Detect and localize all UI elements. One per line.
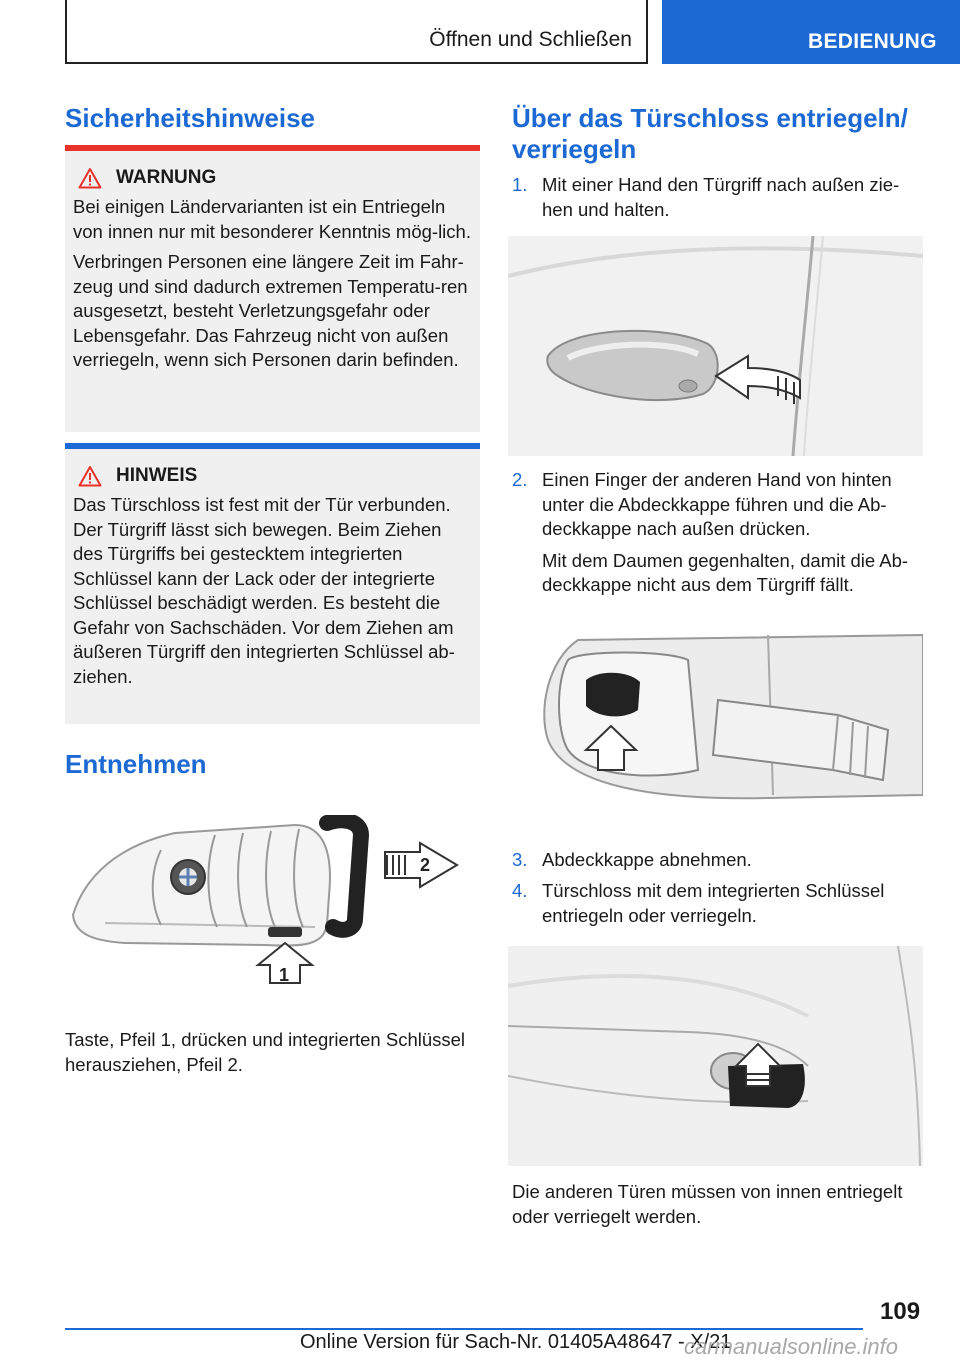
- warning-label: WARNUNG: [116, 167, 217, 188]
- warning-header: [78, 161, 472, 195]
- remove-heading: Entnehmen: [65, 749, 207, 779]
- notice-triangle-icon: [78, 465, 102, 487]
- door-handle-pull-image: [508, 236, 923, 456]
- online-version-note: Online Version für Sach-Nr. 01405A48647 - X/21: [300, 1331, 732, 1353]
- closing-text: Die anderen Türen müssen von innen entriegelt oder verriegelt werden.: [512, 1181, 903, 1227]
- arrow-2-label: 2: [420, 855, 431, 875]
- step-2-text-2: Mit dem Daumen gegenhalten, damit die Ab-deckkappe nicht aus dem Türgriff fällt.: [542, 549, 909, 595]
- notice-box: [65, 443, 480, 724]
- warning-box: [65, 145, 480, 432]
- chapter-tab: [662, 0, 960, 64]
- step-2-number: 2.: [512, 469, 528, 490]
- step-3-text: Abdeckkappe abnehmen.: [542, 849, 752, 870]
- warning-text-1: Bei einigen Ländervarianten ist ein Entriegeln von innen nur mit besonderer Kenntnis mög-lich.: [73, 196, 471, 242]
- footer-rule: [65, 1328, 863, 1330]
- step-2-text-1: Einen Finger der anderen Hand von hinten unter die Abdeckkappe führen und die Ab-deckkappe nach außen drücken.: [542, 469, 892, 539]
- step-3-number: 3.: [512, 849, 528, 870]
- step-4: [512, 879, 927, 935]
- step-4-number: 4.: [512, 880, 528, 901]
- header-frame: [65, 0, 648, 64]
- arrow-1-label: 1: [279, 965, 290, 985]
- notice-header: [78, 459, 472, 493]
- warning-text-2: Verbringen Personen eine längere Zeit im Fahr-zeug und sind dadurch extremen Temperatu-ren ausgesetzt, besteht Verletzungsgefahr oder Lebensgefahr. Das Fahrzeug nicht von außen verriegeln, wenn sich Personen darin befinden.: [73, 251, 468, 370]
- step-2: [512, 468, 927, 605]
- watermark: carmanualsonline.info: [684, 1334, 899, 1359]
- lock-with-key-image: [508, 946, 923, 1166]
- step-1: [512, 173, 927, 229]
- key-fob-illustration: [65, 815, 480, 1005]
- section-title: Öffnen und Schließen: [429, 28, 632, 51]
- step-1-number: 1.: [512, 174, 528, 195]
- step-3: [512, 848, 927, 880]
- notice-label: HINWEIS: [116, 465, 198, 486]
- warning-accent-bar: [65, 145, 480, 151]
- chapter-tab-label: BEDIENUNG: [808, 30, 937, 53]
- warning-triangle-icon: [78, 167, 102, 189]
- step-4-text: Türschloss mit dem integrierten Schlüssel entriegeln oder verriegeln.: [542, 880, 885, 926]
- step-1-text: Mit einer Hand den Türgriff nach außen zie-hen und halten.: [542, 174, 900, 220]
- remove-instructions: Taste, Pfeil 1, drücken und integrierten Schlüssel herausziehen, Pfeil 2.: [65, 1029, 466, 1075]
- notice-text: Das Türschloss ist fest mit der Tür verbunden. Der Türgriff lässt sich bewegen. Beim Ziehen des Türgriffs bei gestecktem integrierten Schlüssel kann der Lack oder der integrierte Schlüssel beschädigt werden. Es besteht die Gefahr von Sachschäden. Vor dem Ziehen am äußeren Türgriff den integrierten Schlüssel ab-ziehen.: [73, 494, 455, 687]
- notice-accent-bar: [65, 443, 480, 449]
- safety-heading: Sicherheitshinweise: [65, 103, 315, 133]
- page-number: 109: [880, 1298, 921, 1325]
- cover-cap-image: [508, 630, 923, 800]
- door-lock-heading: Über das Türschloss entriegeln/ verriegeln: [512, 103, 908, 164]
